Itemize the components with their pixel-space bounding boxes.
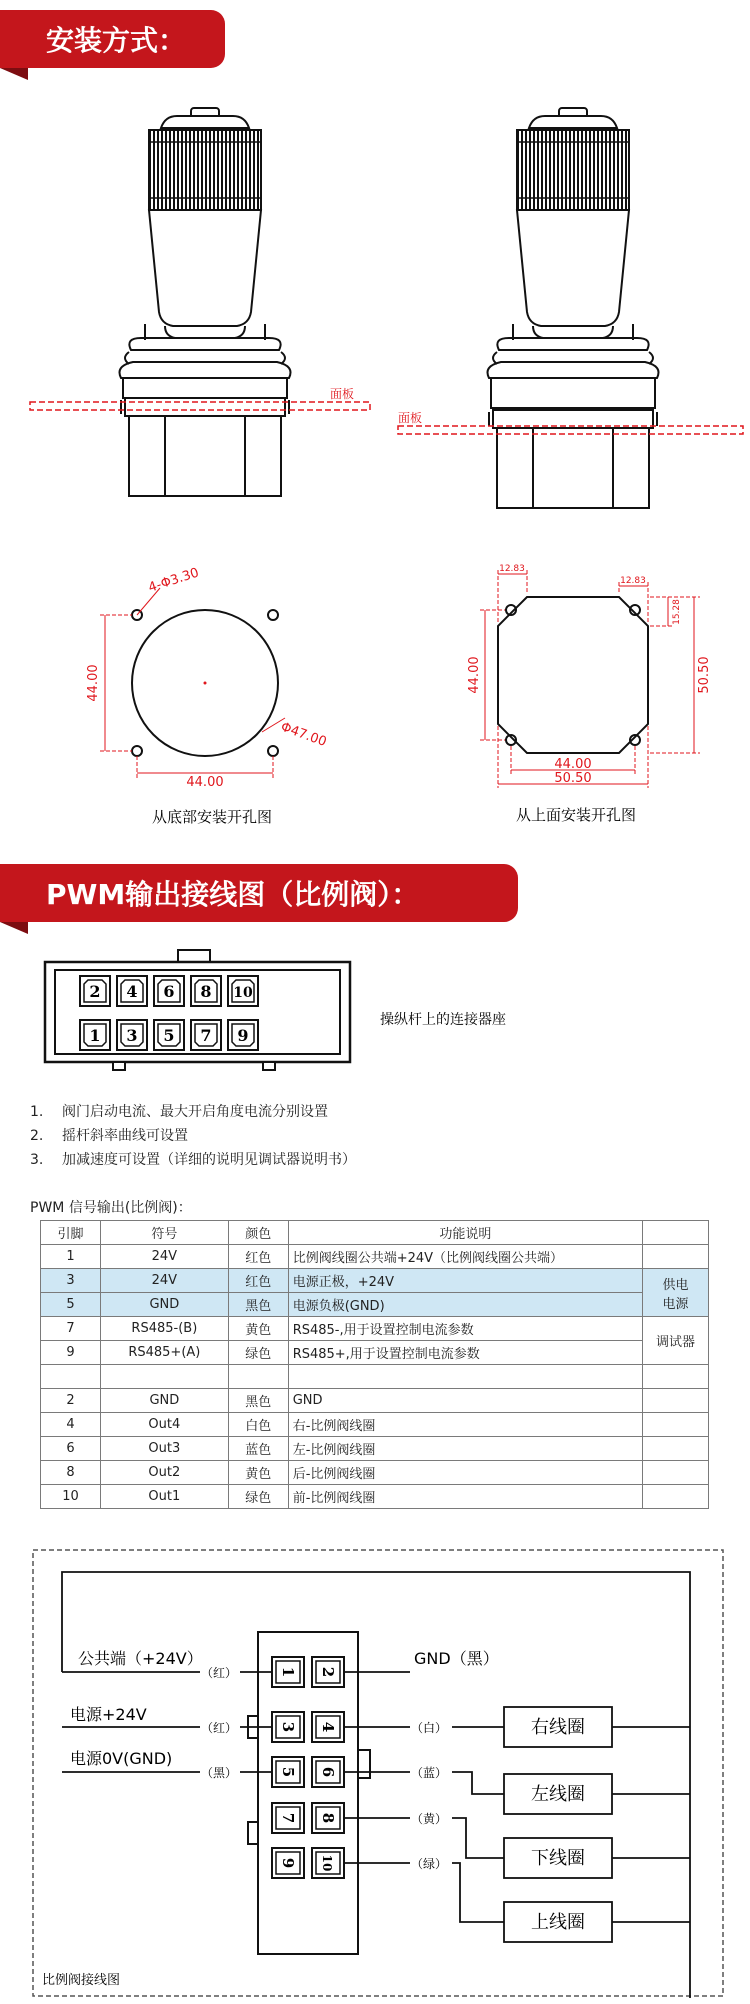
wire-black-1: （黑）	[201, 1766, 238, 1780]
wire-yellow: （黄）	[411, 1812, 448, 1826]
header-pin: 引脚	[41, 1221, 101, 1245]
wiring-caption: 比例阀接线图	[42, 1973, 121, 1988]
wiring-diagram	[0, 1540, 750, 2004]
joystick-top-mount	[488, 108, 659, 508]
note-item: 1. 阀门启动电流、最大开启角度电流分别设置	[30, 1104, 328, 1120]
dim-corner-b: 12.83	[620, 576, 646, 586]
dim-diameter: Φ47.00	[278, 719, 329, 750]
dim-left-height: 44.00	[86, 664, 101, 702]
wiring-pin	[272, 1757, 304, 1787]
header-symbol: 符号	[100, 1221, 228, 1245]
table-row: 3 24V 红色 电源正极，+24V 供电 电源	[41, 1269, 709, 1293]
connector-pin-number: 5	[163, 1026, 175, 1045]
wiring-pin	[312, 1712, 344, 1742]
section-title-install: 安装方式：	[46, 24, 187, 57]
bottom-cutout	[86, 565, 328, 790]
connector-pin-number: 9	[237, 1026, 249, 1045]
connector-pin	[228, 1020, 258, 1050]
wiring-pin-number: 3	[279, 1721, 297, 1733]
group-debug: 调试器	[643, 1317, 709, 1365]
dim-right-height: 50.50	[697, 656, 712, 694]
joystick-side-views	[0, 80, 750, 560]
table-row: 7 RS485-(B) 黄色 RS485-,用于设置控制电流参数 调试器	[41, 1317, 709, 1341]
connector-pin	[191, 976, 221, 1006]
connector-caption: 操纵杆上的连接器座	[380, 1012, 506, 1028]
connector-pin-number: 7	[200, 1026, 212, 1045]
connector-pin	[154, 1020, 184, 1050]
top-caption: 从上面安装开孔图	[515, 806, 637, 824]
table-row: 9 RS485+(A) 绿色 RS485+,用于设置控制电流参数	[41, 1341, 709, 1365]
connector-pin	[117, 1020, 147, 1050]
connector-pin-number: 2	[89, 982, 101, 1001]
table-row: 4 Out4 白色 右-比例阀线圈	[41, 1413, 709, 1437]
section-title-pwm: PWM输出接线图（比例阀）：	[46, 878, 420, 911]
table-row: 10 Out1 绿色 前-比例阀线圈	[41, 1485, 709, 1509]
table-row: 8 Out2 黄色 后-比例阀线圈	[41, 1461, 709, 1485]
wiring-pin	[272, 1657, 304, 1687]
wiring-pin	[312, 1803, 344, 1833]
note-item: 3. 加减速度可设置（详细的说明见调试器说明书）	[30, 1152, 356, 1168]
wiring-pin	[312, 1657, 344, 1687]
wiring-pin-number: 7	[279, 1812, 297, 1824]
wiring-pin-number: 2	[319, 1666, 337, 1678]
wire-white: （白）	[411, 1721, 448, 1735]
dim-inner-width: 44.00	[554, 757, 592, 772]
dim-bottom-width: 44.00	[186, 775, 224, 790]
wiring-pin	[312, 1848, 344, 1878]
joystick-bottom-mount	[120, 108, 291, 496]
connector-pin	[228, 976, 258, 1006]
section-banner-install	[0, 10, 225, 68]
table-row: 1 24V 红色 比例阀线圈公共端+24V（比例阀线圈公共端）	[41, 1245, 709, 1269]
wiring-pin	[272, 1848, 304, 1878]
top-cutout	[467, 564, 712, 788]
coil-left-label: 左线圈	[531, 1784, 585, 1805]
signal-table	[40, 1220, 709, 1509]
connector-pin-number: 8	[200, 982, 212, 1001]
wiring-pin	[312, 1757, 344, 1787]
coil-right-label: 右线圈	[531, 1717, 585, 1738]
wiring-pin-number: 5	[279, 1766, 297, 1778]
table-title: PWM 信号输出(比例阀)：	[30, 1200, 192, 1216]
label-power0: 电源0V(GND)	[70, 1749, 173, 1768]
dim-right-left-height: 44.00	[467, 656, 482, 694]
connector-pin-number: 3	[126, 1026, 138, 1045]
wire-red-2: （红）	[201, 1721, 238, 1735]
notes-list	[30, 1100, 356, 1172]
coil-up-label: 上线圈	[531, 1912, 585, 1933]
wire-red-1: （红）	[201, 1666, 238, 1680]
table-header-row	[41, 1221, 709, 1245]
header-function: 功能说明	[288, 1221, 642, 1245]
header-color: 颜色	[228, 1221, 288, 1245]
bottom-caption: 从底部安装开孔图	[151, 808, 273, 826]
connector-pin-number: 1	[89, 1026, 101, 1045]
table-row: 5 GND 黑色 电源负极(GND)	[41, 1293, 709, 1317]
wire-green: （绿）	[411, 1857, 448, 1871]
dim-outer-width: 50.50	[554, 771, 592, 786]
label-gnd-right: GND（黑）	[414, 1649, 499, 1668]
dim-corner-a: 12.83	[499, 564, 525, 574]
connector-pin	[117, 976, 147, 1006]
connector-pin	[80, 976, 110, 1006]
wire-blue: （蓝）	[411, 1766, 448, 1780]
wiring-pin-number: 8	[319, 1812, 337, 1824]
label-power24: 电源+24V	[70, 1705, 147, 1724]
group-power: 供电 电源	[643, 1269, 709, 1317]
wiring-pin-number: 10	[320, 1854, 334, 1872]
table-row: 6 Out3 蓝色 左-比例阀线圈	[41, 1437, 709, 1461]
wiring-pin-number: 9	[279, 1857, 297, 1869]
connector-header	[0, 940, 750, 1090]
wiring-pin-number: 6	[319, 1766, 337, 1778]
label-common: 公共端（+24V）	[78, 1649, 203, 1668]
connector-pin	[80, 1020, 110, 1050]
wiring-pin-number: 1	[279, 1666, 297, 1678]
wiring-pin	[272, 1803, 304, 1833]
cutout-drawings	[0, 560, 750, 840]
connector-pin	[191, 1020, 221, 1050]
connector-pin	[154, 976, 184, 1006]
connector-pin-number: 4	[126, 982, 138, 1001]
panel-label-left: 面板	[330, 387, 355, 401]
connector-pin-number: 6	[163, 982, 175, 1001]
dim-holes: 4-Φ3.30	[146, 565, 201, 596]
section-banner-pwm	[0, 864, 518, 922]
panel-label-right: 面板	[398, 411, 423, 425]
connector-pin-number: 10	[233, 985, 253, 1001]
note-item: 2. 摇杆斜率曲线可设置	[30, 1128, 188, 1144]
table-row	[41, 1365, 709, 1389]
header-group	[643, 1221, 709, 1245]
wiring-pin	[272, 1712, 304, 1742]
table-row: 2 GND 黑色 GND	[41, 1389, 709, 1413]
coil-down-label: 下线圈	[531, 1848, 585, 1869]
wiring-pin-number: 4	[319, 1721, 337, 1733]
dim-corner-c: 15.28	[672, 599, 682, 625]
